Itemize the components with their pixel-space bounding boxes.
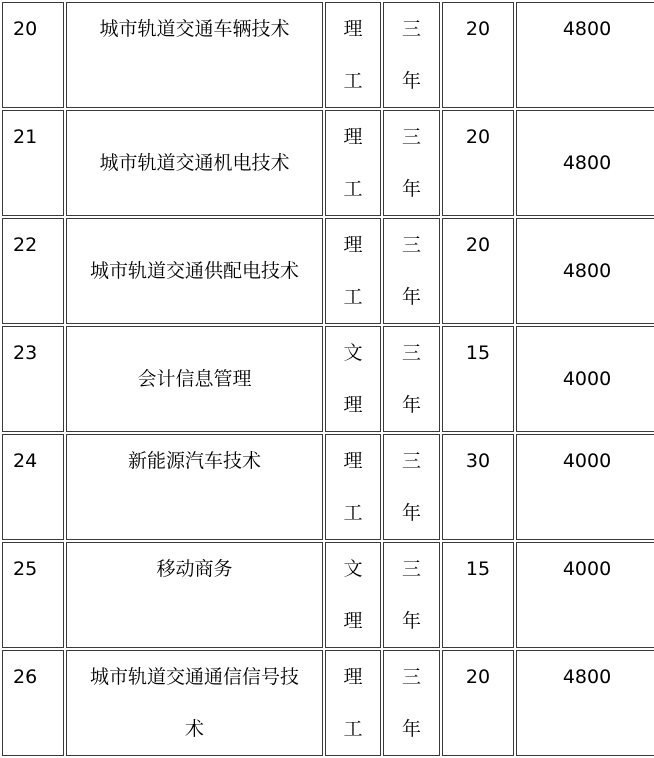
program-name-line: 移动商务 [156, 558, 233, 580]
category-cell [325, 218, 381, 324]
category-char: 理 [343, 666, 363, 688]
fee-value: 4800 [562, 666, 612, 688]
duration-char: 年 [401, 502, 421, 524]
row-number: 25 [13, 558, 38, 580]
program-name-cell [66, 218, 323, 324]
duration-cell [383, 2, 440, 108]
quota-value: 20 [465, 666, 491, 688]
fee-cell [516, 326, 654, 432]
fee-cell [516, 2, 654, 108]
row-number-cell [2, 2, 64, 108]
fee-value: 4800 [562, 152, 612, 174]
duration-char: 年 [401, 70, 421, 92]
category-char: 工 [343, 718, 363, 740]
category-char: 工 [343, 178, 363, 200]
program-name-line: 新能源汽车技术 [127, 450, 261, 472]
fee-value: 4800 [562, 18, 612, 40]
category-cell [325, 326, 381, 432]
row-number-cell [2, 218, 64, 324]
program-name-cell [66, 434, 323, 540]
category-char: 文 [343, 342, 363, 364]
duration-char: 三 [401, 666, 421, 688]
quota-cell [442, 110, 514, 216]
program-table-body [2, 2, 654, 756]
duration-cell [383, 326, 440, 432]
row-number-cell [2, 434, 64, 540]
table-row [2, 2, 654, 108]
duration-char: 三 [401, 558, 421, 580]
fee-cell [516, 434, 654, 540]
duration-char: 三 [401, 234, 421, 256]
category-char: 工 [343, 70, 363, 92]
duration-char: 年 [401, 610, 421, 632]
duration-char: 三 [401, 450, 421, 472]
program-name-cell [66, 326, 323, 432]
fee-value: 4000 [562, 450, 612, 472]
duration-char: 三 [401, 342, 421, 364]
category-char: 文 [343, 558, 363, 580]
quota-value: 15 [465, 558, 491, 580]
quota-cell [442, 326, 514, 432]
row-number: 22 [13, 234, 38, 256]
category-cell [325, 110, 381, 216]
row-number: 21 [13, 126, 38, 148]
row-number: 20 [13, 18, 38, 40]
program-name-line: 城市轨道交通车辆技术 [99, 18, 290, 40]
category-char: 理 [343, 18, 363, 40]
category-cell [325, 650, 381, 756]
quota-value: 20 [465, 18, 491, 40]
program-name-line: 城市轨道交通机电技术 [99, 152, 290, 174]
table-row [2, 434, 654, 540]
row-number: 24 [13, 450, 38, 472]
duration-char: 年 [401, 178, 421, 200]
quota-cell [442, 2, 514, 108]
category-char: 理 [343, 234, 363, 256]
category-char: 工 [343, 502, 363, 524]
category-cell [325, 2, 381, 108]
duration-cell [383, 650, 440, 756]
category-cell [325, 434, 381, 540]
program-name-line: 术 [184, 718, 204, 740]
duration-char: 年 [401, 394, 421, 416]
fee-value: 4000 [562, 558, 612, 580]
category-char: 理 [343, 394, 363, 416]
fee-cell [516, 650, 654, 756]
duration-cell [383, 110, 440, 216]
category-char: 理 [343, 126, 363, 148]
row-number-cell [2, 542, 64, 648]
quota-cell [442, 542, 514, 648]
table-row [2, 326, 654, 432]
category-cell [325, 542, 381, 648]
duration-char: 年 [401, 718, 421, 740]
program-name-cell [66, 110, 323, 216]
duration-cell [383, 434, 440, 540]
table-row [2, 650, 654, 756]
fee-value: 4800 [562, 260, 612, 282]
row-number: 23 [13, 342, 38, 364]
quota-value: 15 [465, 342, 491, 364]
program-name-cell [66, 542, 323, 648]
row-number-cell [2, 326, 64, 432]
program-name-line: 城市轨道交通供配电技术 [89, 260, 299, 282]
fee-cell [516, 218, 654, 324]
program-name-cell [66, 2, 323, 108]
program-name-line: 会计信息管理 [137, 368, 252, 390]
quota-value: 30 [465, 450, 491, 472]
table-row [2, 218, 654, 324]
duration-char: 年 [401, 286, 421, 308]
fee-cell [516, 110, 654, 216]
quota-cell [442, 434, 514, 540]
row-number: 26 [13, 666, 38, 688]
category-char: 理 [343, 450, 363, 472]
fee-value: 4000 [562, 368, 612, 390]
duration-cell [383, 542, 440, 648]
quota-cell [442, 650, 514, 756]
duration-char: 三 [401, 126, 421, 148]
table-row [2, 542, 654, 648]
duration-char: 三 [401, 18, 421, 40]
duration-cell [383, 218, 440, 324]
fee-cell [516, 542, 654, 648]
quota-value: 20 [465, 234, 491, 256]
row-number-cell [2, 110, 64, 216]
category-char: 工 [343, 286, 363, 308]
program-name-line: 城市轨道交通通信信号技 [89, 666, 299, 688]
quota-value: 20 [465, 126, 491, 148]
row-number-cell [2, 650, 64, 756]
category-char: 理 [343, 610, 363, 632]
table-row [2, 110, 654, 216]
quota-cell [442, 218, 514, 324]
program-name-cell [66, 650, 323, 756]
